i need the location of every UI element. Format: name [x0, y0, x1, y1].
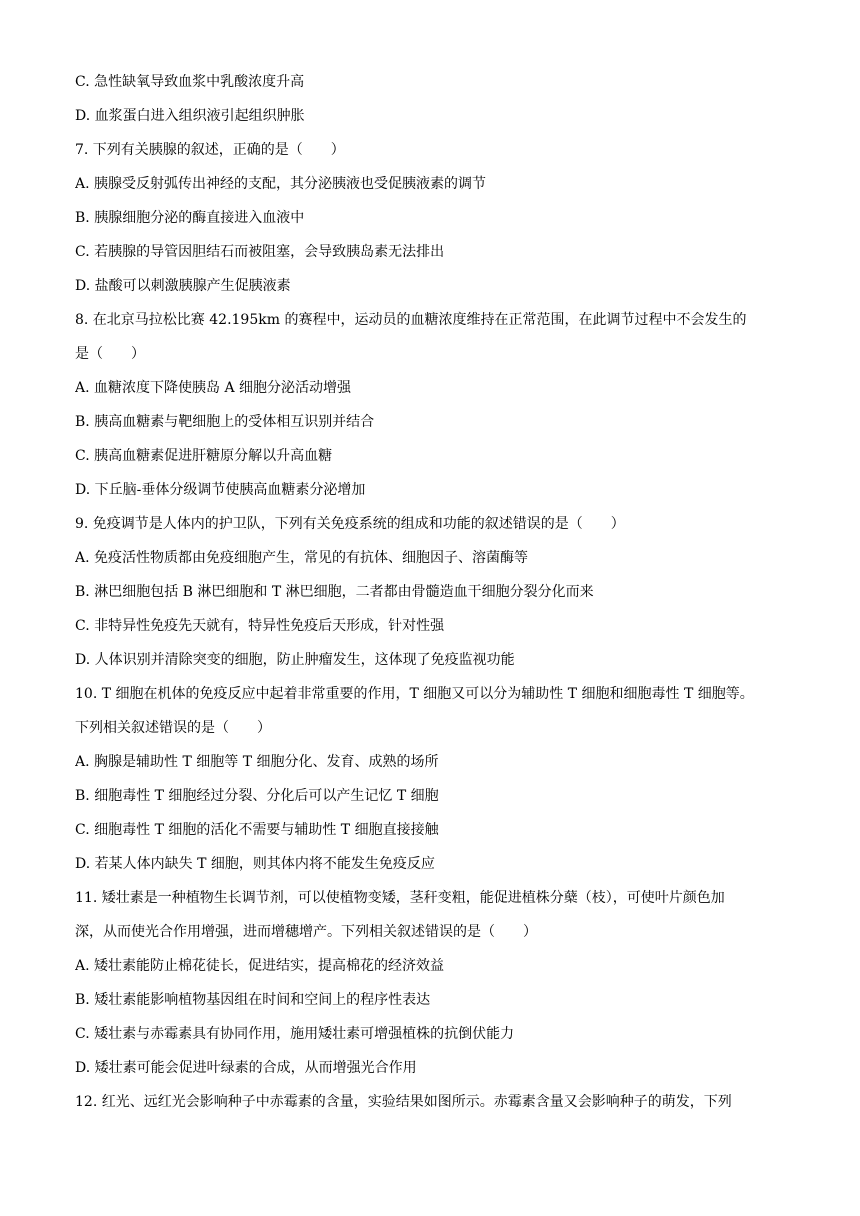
option-line: A. 免疫活性物质都由免疫细胞产生，常见的有抗体、细胞因子、溶菌酶等: [75, 550, 529, 566]
option-line: C. 非特异性免疫先天就有，特异性免疫后天形成，针对性强: [75, 618, 445, 634]
option-line: B. 矮壮素能影响植物基因组在时间和空间上的程序性表达: [75, 992, 431, 1008]
option-line: D. 盐酸可以刺激胰腺产生促胰液素: [75, 278, 291, 294]
question-11-stem: 11. 矮壮素是一种植物生长调节剂，可以使植物变矮，茎秆变粗，能促进植株分蘖（枝），可使叶片颜色加: [75, 890, 725, 906]
option-line: A. 胸腺是辅助性 T 细胞等 T 细胞分化、发育、成熟的场所: [75, 754, 439, 770]
option-line: C. 胰高血糖素促进肝糖原分解以升高血糖: [75, 448, 333, 464]
question-12-stem: 12. 红光、远红光会影响种子中赤霉素的含量，实验结果如图所示。赤霉素含量又会影响种子的萌发，下列: [75, 1094, 732, 1110]
option-line: A. 胰腺受反射弧传出神经的支配，其分泌胰液也受促胰液素的调节: [75, 176, 487, 192]
option-line: C. 若胰腺的导管因胆结石而被阻塞，会导致胰岛素无法排出: [75, 244, 445, 260]
option-line: D. 下丘脑-垂体分级调节使胰高血糖素分泌增加: [75, 482, 366, 498]
question-11-stem-cont: 深，从而使光合作用增强，进而增穗增产。下列相关叙述错误的是（ ）: [75, 924, 537, 940]
option-line: B. 细胞毒性 T 细胞经过分裂、分化后可以产生记忆 T 细胞: [75, 788, 439, 804]
question-9-stem: 9. 免疫调节是人体内的护卫队，下列有关免疫系统的组成和功能的叙述错误的是（ ）: [75, 516, 625, 532]
question-10-stem: 10. T 细胞在机体的免疫反应中起着非常重要的作用，T 细胞又可以分为辅助性 T 细胞和细胞毒性 T 细胞等。: [75, 686, 754, 702]
question-8-stem: 8. 在北京马拉松比赛 42.195km 的赛程中，运动员的血糖浓度维持在正常范围，在此调节过程中不会发生的: [75, 312, 747, 328]
option-line: C. 矮壮素与赤霉素具有协同作用，施用矮壮素可增强植株的抗倒伏能力: [75, 1026, 515, 1042]
option-line: A. 矮壮素能防止棉花徒长，促进结实，提高棉花的经济效益: [75, 958, 445, 974]
question-10-stem-cont: 下列相关叙述错误的是（ ）: [75, 720, 271, 736]
option-line: D. 血浆蛋白进入组织液引起组织肿胀: [75, 108, 305, 124]
option-line: B. 胰腺细胞分泌的酶直接进入血液中: [75, 210, 305, 226]
option-line: B. 淋巴细胞包括 B 淋巴细胞和 T 淋巴细胞，二者都由骨髓造血干细胞分裂分化而来: [75, 584, 594, 600]
option-line: D. 矮壮素可能会促进叶绿素的合成，从而增强光合作用: [75, 1060, 417, 1076]
option-line: C. 急性缺氧导致血浆中乳酸浓度升高: [75, 74, 305, 90]
option-line: D. 若某人体内缺失 T 细胞，则其体内将不能发生免疫反应: [75, 856, 435, 872]
option-line: A. 血糖浓度下降使胰岛 A 细胞分泌活动增强: [75, 380, 352, 396]
option-line: C. 细胞毒性 T 细胞的活化不需要与辅助性 T 细胞直接接触: [75, 822, 439, 838]
option-line: B. 胰高血糖素与靶细胞上的受体相互识别并结合: [75, 414, 375, 430]
question-8-stem-cont: 是（ ）: [75, 346, 145, 362]
option-line: D. 人体识别并清除突变的细胞，防止肿瘤发生，这体现了免疫监视功能: [75, 652, 515, 668]
question-7-stem: 7. 下列有关胰腺的叙述，正确的是（ ）: [75, 142, 345, 158]
